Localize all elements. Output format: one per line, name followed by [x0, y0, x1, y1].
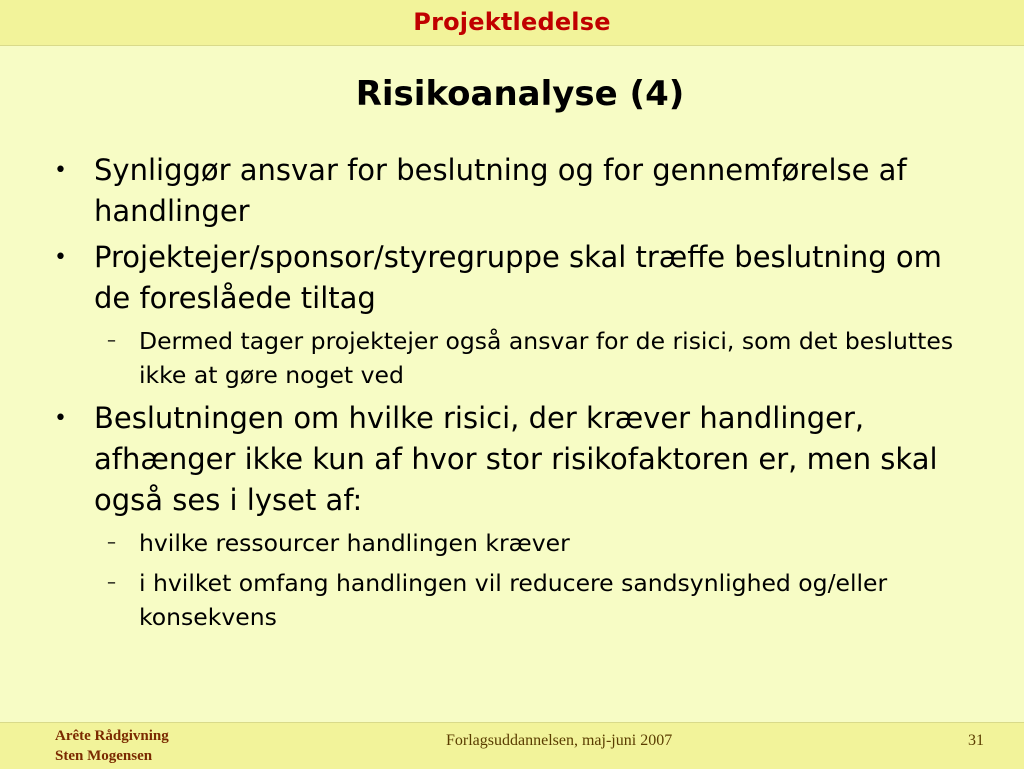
- footer-company: Arête Rådgivning: [55, 728, 169, 744]
- dash-marker: –: [107, 330, 116, 351]
- header-bar: [0, 0, 1024, 46]
- slide-title: Risikoanalyse (4): [355, 74, 685, 114]
- dash-marker: –: [107, 532, 116, 553]
- bullet-item: [52, 150, 962, 232]
- bullet-item: [52, 237, 962, 319]
- bullet-item: [52, 398, 962, 521]
- sub-bullet-text: hvilke ressourcer handlingen kræver: [139, 529, 570, 557]
- bullet-text: Projektejer/sponsor/styregruppe skal træffe beslutning om de foreslåede tiltag: [94, 240, 942, 315]
- footer-course: Forlagsuddannelsen, maj-juni 2007: [446, 732, 673, 749]
- sub-bullet-item: [52, 526, 962, 560]
- sub-bullet-item: [52, 566, 962, 634]
- sub-bullet-text: Dermed tager projektejer også ansvar for de risici, som det besluttes ikke at gøre noget ved: [139, 327, 954, 389]
- page-number: 31: [968, 732, 984, 749]
- bullet-list: [52, 150, 962, 640]
- footer-credits: [55, 726, 169, 766]
- bullet-text: Synliggør ansvar for beslutning og for gennemførelse af handlinger: [94, 153, 907, 228]
- bullet-marker: •: [54, 406, 67, 431]
- bullet-marker: •: [54, 245, 67, 270]
- footer-bar: [0, 722, 1024, 769]
- footer-author: Sten Mogensen: [55, 748, 153, 764]
- header-title: Projektledelse: [413, 8, 611, 36]
- sub-bullet-text: i hvilket omfang handlingen vil reducere sandsynlighed og/eller konsekvens: [139, 569, 888, 631]
- dash-marker: –: [107, 572, 116, 593]
- bullet-text: Beslutningen om hvilke risici, der kræver handlinger, afhænger ikke kun af hvor stor risikofaktoren er, men skal også ses i lyset af:: [94, 401, 938, 517]
- bullet-marker: •: [54, 158, 67, 183]
- sub-bullet-item: [52, 324, 962, 392]
